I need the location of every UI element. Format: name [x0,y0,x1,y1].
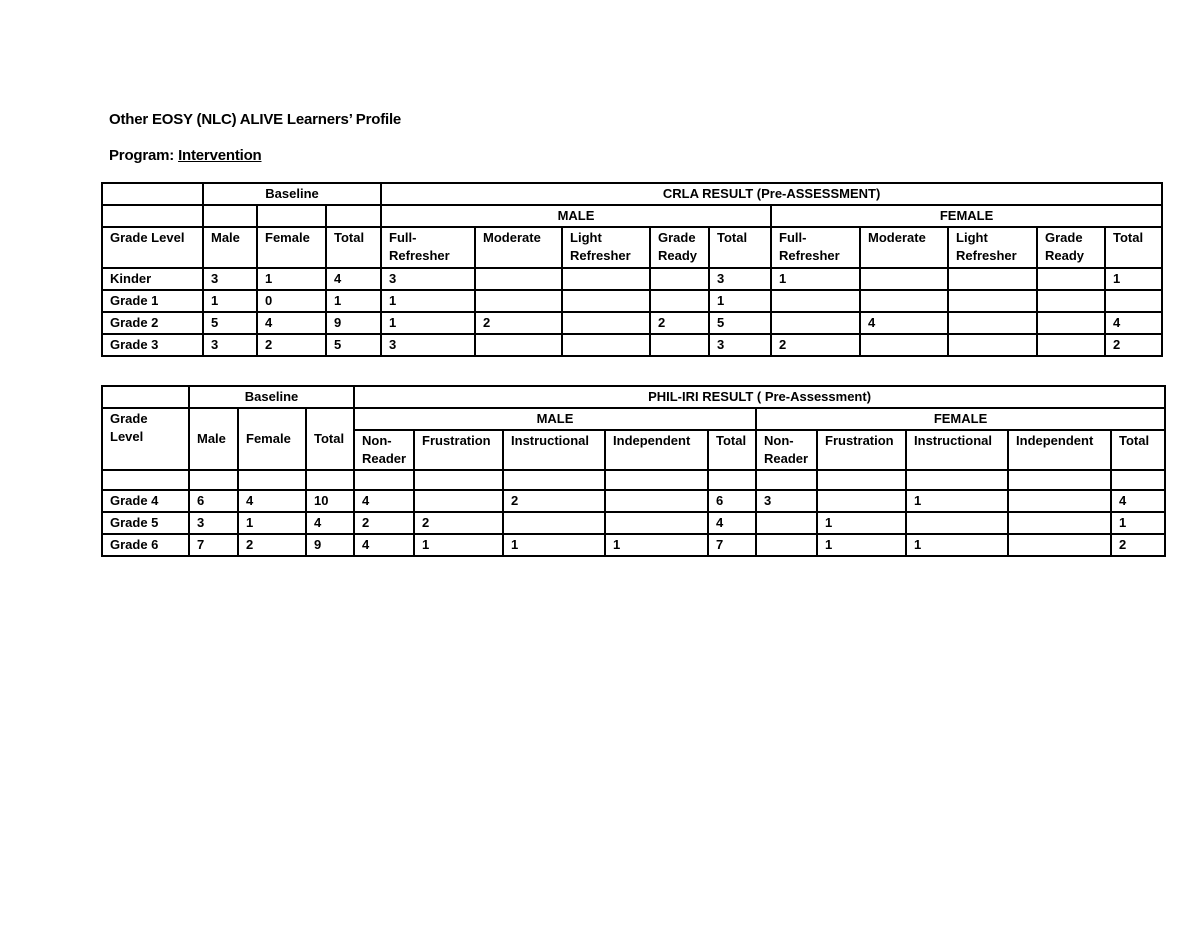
crla-table [101,182,1163,357]
table-cell: 3 [381,268,475,290]
col-header-female: Female [238,408,306,470]
table-cell: 1 [381,290,475,312]
column-header: Frustration [414,430,503,470]
col-header-male: Male [189,408,238,470]
column-header: Independent [1008,430,1111,470]
table-cell: 3 [203,268,257,290]
table-cell: 1 [326,290,381,312]
row-label: Grade 6 [102,534,189,556]
blank-cell [906,470,1008,490]
column-header: Light Refresher [948,227,1037,268]
blank-cell [756,470,817,490]
table-cell: 7 [708,534,756,556]
table-cell: 4 [708,512,756,534]
program-value: Intervention [178,147,262,164]
table-cell: 2 [1111,534,1165,556]
blank-cell [605,470,708,490]
table-row [102,512,1165,534]
table-cell: 4 [1105,312,1162,334]
row-label: Grade 4 [102,490,189,512]
table-cell [562,290,650,312]
row-label: Grade 1 [102,290,203,312]
table-cell [475,290,562,312]
table-cell: 1 [906,490,1008,512]
table-row [102,312,1162,334]
blank-row [102,470,1165,490]
blank-cell [708,470,756,490]
table-cell: 7 [189,534,238,556]
table-cell [1037,290,1105,312]
table-cell [414,490,503,512]
table-cell: 3 [381,334,475,356]
table-cell [475,268,562,290]
blank-cell [817,470,906,490]
table-cell: 2 [503,490,605,512]
table-row [102,534,1165,556]
table-row [102,290,1162,312]
table-cell: 1 [257,268,326,290]
table-cell [650,290,709,312]
male-group-header: MALE [381,205,771,227]
table-cell [605,512,708,534]
table-cell: 1 [238,512,306,534]
table-cell [817,490,906,512]
table-cell: 4 [860,312,948,334]
column-header: Full- Refresher [771,227,860,268]
header-blank [257,205,326,227]
table-cell: 3 [203,334,257,356]
table-cell [771,290,860,312]
column-header: Total [708,430,756,470]
table-cell [475,334,562,356]
table-cell: 5 [709,312,771,334]
header-blank [203,205,257,227]
table-row [102,334,1162,356]
table-cell: 1 [503,534,605,556]
table-cell: 3 [709,334,771,356]
table-cell: 2 [354,512,414,534]
column-header: Frustration [817,430,906,470]
crla-result-header: CRLA RESULT (Pre-ASSESSMENT) [381,183,1162,205]
column-header-row [102,227,1162,268]
header-blank [326,205,381,227]
table-cell: 2 [257,334,326,356]
row-label: Grade 3 [102,334,203,356]
blank-cell [189,470,238,490]
phil-iri-result-header: PHIL-IRI RESULT ( Pre-Assessment) [354,386,1165,408]
table-cell: 1 [605,534,708,556]
table-cell: 1 [414,534,503,556]
blank-cell [1008,470,1111,490]
table-cell [948,290,1037,312]
table-cell [605,490,708,512]
table-cell: 2 [771,334,860,356]
blank-cell [238,470,306,490]
column-header: Non- Reader [354,430,414,470]
table-cell [650,334,709,356]
table-cell [562,268,650,290]
table-cell: 0 [257,290,326,312]
table-cell: 3 [189,512,238,534]
table-cell: 9 [326,312,381,334]
table-cell [756,534,817,556]
table-cell [1008,512,1111,534]
table-cell: 3 [709,268,771,290]
table-cell: 3 [756,490,817,512]
table-cell: 6 [189,490,238,512]
table-cell: 2 [414,512,503,534]
table-cell [1037,334,1105,356]
column-header: Non- Reader [756,430,817,470]
column-header: Total [1105,227,1162,268]
baseline-header: Baseline [203,183,381,205]
table-cell [1105,290,1162,312]
table-cell: 5 [203,312,257,334]
table-cell: 9 [306,534,354,556]
blank-cell [102,470,189,490]
column-header: Grade Ready [650,227,709,268]
table-cell: 2 [475,312,562,334]
male-group-header: MALE [354,408,756,430]
col-header-total: Total [306,408,354,470]
table-cell [1008,490,1111,512]
document-title: Other EOSY (NLC) ALIVE Learners’ Profile [109,111,402,128]
table-cell [1037,312,1105,334]
row-label: Grade 2 [102,312,203,334]
table-cell [562,312,650,334]
blank-cell [1111,470,1165,490]
column-header: Grade Ready [1037,227,1105,268]
blank-cell [503,470,605,490]
table-cell [906,512,1008,534]
table-cell: 10 [306,490,354,512]
column-header: Total [709,227,771,268]
female-group-header: FEMALE [756,408,1165,430]
phil-iri-table [101,385,1166,557]
grade-level-header: Grade Level [102,408,189,470]
column-header: Male [203,227,257,268]
table-cell: 4 [257,312,326,334]
table-cell [756,512,817,534]
column-header: Grade Level [102,227,203,268]
header-blank [102,205,203,227]
table-cell: 4 [354,534,414,556]
table-cell [503,512,605,534]
table-cell: 4 [1111,490,1165,512]
baseline-header: Baseline [189,386,354,408]
program-label: Program: [109,147,175,164]
column-header: Full- Refresher [381,227,475,268]
blank-cell [414,470,503,490]
column-header: Moderate [475,227,562,268]
table-cell [860,290,948,312]
table-cell [948,334,1037,356]
column-header: Independent [605,430,708,470]
column-header: Female [257,227,326,268]
table-cell [948,312,1037,334]
column-header: Instructional [503,430,605,470]
program-line [109,147,262,164]
row-label: Grade 5 [102,512,189,534]
table-cell: 5 [326,334,381,356]
table-cell: 1 [771,268,860,290]
table-cell [860,268,948,290]
table-cell: 1 [709,290,771,312]
table-cell: 1 [817,534,906,556]
table-cell: 4 [238,490,306,512]
table-row [102,268,1162,290]
table-cell [1037,268,1105,290]
table-cell [562,334,650,356]
table-cell [948,268,1037,290]
table-cell: 2 [1105,334,1162,356]
blank-cell [306,470,354,490]
blank-cell [354,470,414,490]
table-cell: 1 [817,512,906,534]
header-blank [102,183,203,205]
table-cell: 4 [354,490,414,512]
table-cell [1008,534,1111,556]
table-cell [860,334,948,356]
column-header: Moderate [860,227,948,268]
table-cell: 4 [306,512,354,534]
table-cell: 1 [906,534,1008,556]
table-cell: 4 [326,268,381,290]
table-cell: 1 [1105,268,1162,290]
table-cell: 2 [650,312,709,334]
table-cell: 6 [708,490,756,512]
table-row [102,490,1165,512]
table-cell: 2 [238,534,306,556]
column-header: Total [1111,430,1165,470]
header-blank [102,386,189,408]
column-header: Light Refresher [562,227,650,268]
table-cell: 1 [203,290,257,312]
column-header: Total [326,227,381,268]
row-label: Kinder [102,268,203,290]
column-header: Instructional [906,430,1008,470]
table-cell [650,268,709,290]
female-group-header: FEMALE [771,205,1162,227]
table-cell: 1 [381,312,475,334]
table-cell [771,312,860,334]
table-cell: 1 [1111,512,1165,534]
